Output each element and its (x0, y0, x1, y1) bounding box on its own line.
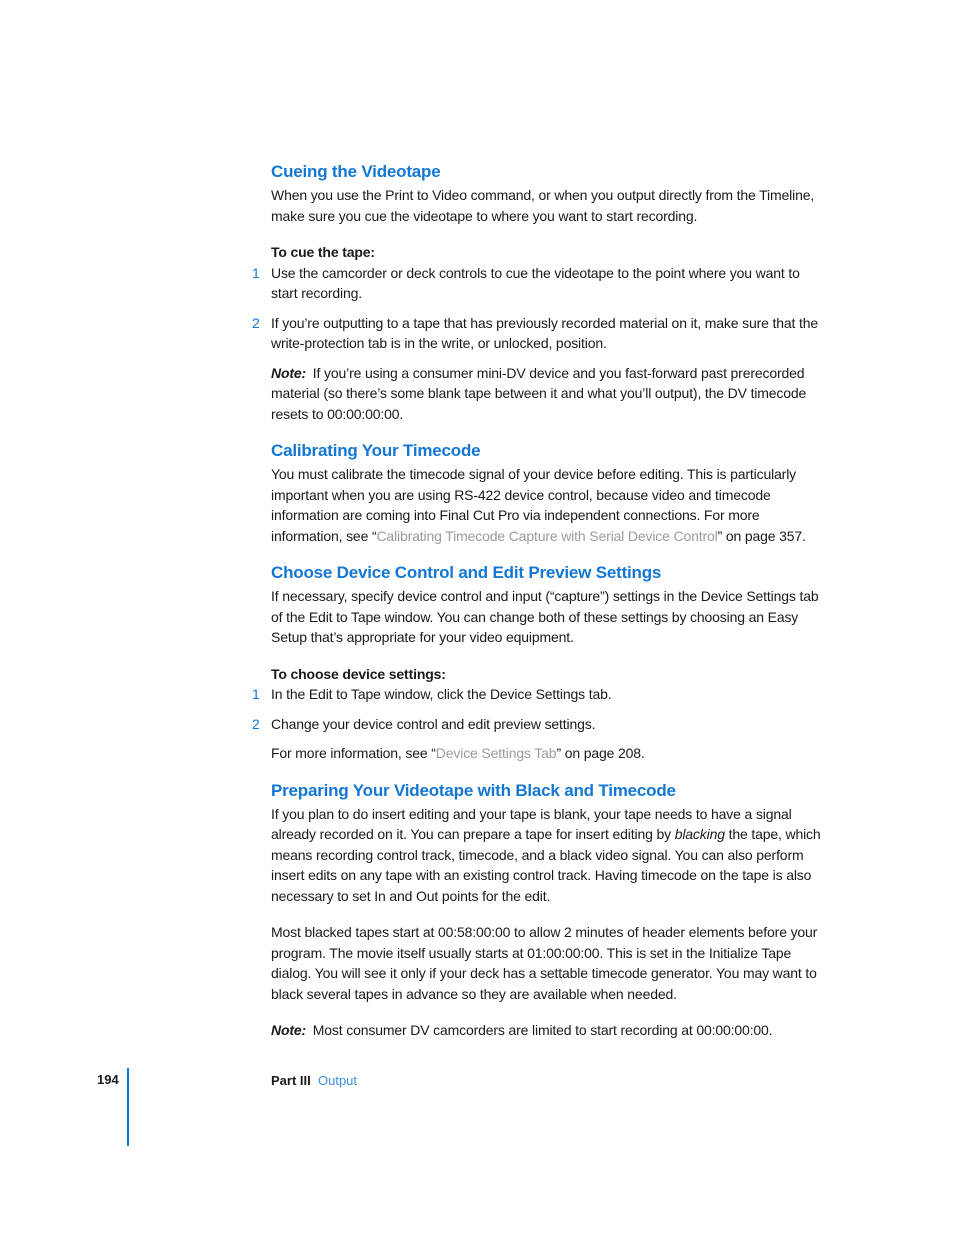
paragraph (271, 363, 828, 425)
paragraph (271, 804, 828, 907)
list-item-text (271, 315, 818, 352)
text-run: ” on page 208. (556, 745, 645, 761)
list-item (252, 684, 828, 705)
list-item-text (271, 686, 611, 702)
text-run: For more information, see “ (271, 745, 436, 761)
list-item (252, 313, 828, 354)
note-label: Note: (271, 364, 307, 381)
list-item-text (271, 265, 800, 302)
list-number: 2 (252, 314, 260, 331)
section-heading: Choose Device Control and Edit Preview Settings (271, 563, 662, 582)
note-label: Note: (271, 1022, 307, 1038)
text-run: blacking (674, 826, 725, 842)
text-run: When you use the Print to Video command, or when you output directly from the Timeline, make sure you cue the videotape to where you want to start recording. (271, 187, 815, 224)
text-run: Most blacked tapes start at 00:58:00:00 to allow 2 minutes of header elements before your program. The movie itself usually starts at 01:00:00:00. This is set in the Initialize Tape dialog. You will see it only if your deck has a settable timecode generator. You may want to black several tapes in advance so they are available when needed. (271, 924, 818, 1002)
text-run: You must calibrate the timecode signal of your device before editing. This is particularly important when you are using RS-422 device control, because video and timecode information are coming into Final Cut Pro via independent connections. For more information, see “ (271, 466, 797, 544)
crossref-link[interactable]: Calibrating Timecode Capture with Serial Device Control (376, 527, 718, 544)
footer-part-label: Part III (271, 1073, 311, 1088)
section (252, 562, 828, 764)
section-heading: Calibrating Your Timecode (271, 441, 481, 460)
page-number: 194 (97, 1072, 119, 1087)
section (252, 161, 828, 424)
paragraph (271, 743, 828, 764)
paragraph (271, 185, 828, 226)
footer-output-link[interactable]: Output (318, 1073, 358, 1088)
paragraph (271, 586, 828, 648)
text-run: Most consumer DV camcorders are limited to start recording at 00:00:00:00. (309, 1022, 773, 1038)
text-run: If you’re using a consumer mini-DV device and you fast-forward past prerecorded material (so there’s some blank tape between it and what you’ll output), the DV timecode resets to 00:00:00:00. (271, 364, 807, 422)
list-item (252, 263, 828, 304)
list-number: 2 (252, 715, 260, 732)
text-run: Change your device control and edit preview settings. (271, 715, 596, 732)
text-run: To choose device settings: (271, 665, 446, 682)
text-run: the tape, which means recording control track, timecode, and a black video signal. You can also perform insert edits on any tape with an existing control track. Having timecode on the tape is also necessary to set In and Out points for the edit. (271, 826, 821, 904)
footer-rule (127, 1068, 129, 1146)
text-run: If necessary, specify device control and input (“capture”) settings in the Device Settings tab of the Edit to Tape window. You can change both of these settings by choosing an Easy Setup that’s appropriate for your video equipment. (271, 588, 819, 645)
paragraph (271, 922, 828, 1004)
section (271, 440, 828, 546)
text-run: To cue the tape: (271, 244, 375, 260)
paragraph (271, 1020, 828, 1041)
section (271, 780, 828, 1041)
text-run: If you’re outputting to a tape that has previously recorded material on it, make sure that the write-protection tab is in the write, or unlocked, position. (271, 314, 818, 351)
section-heading: Cueing the Videotape (271, 162, 441, 181)
crossref-link[interactable]: Device Settings Tab (435, 745, 557, 761)
list-number: 1 (252, 264, 260, 281)
list-number: 1 (252, 686, 260, 702)
task-subhead (271, 664, 828, 685)
content (252, 161, 828, 1057)
paragraph (271, 464, 828, 546)
text-run: If you plan to do insert editing and your tape is blank, your tape needs to have a signal already recorded on it. You can prepare a tape for insert editing by (271, 805, 792, 842)
text-run: In the Edit to Tape window, click the Device Settings tab. (271, 686, 612, 702)
list-item (252, 714, 828, 735)
section-heading: Preparing Your Videotape with Black and Timecode (271, 780, 676, 800)
text-run: ” on page 357. (717, 527, 806, 544)
list-item-text (271, 716, 595, 732)
text-run: Use the camcorder or deck controls to cue the videotape to the point where you want to start recording. (271, 264, 800, 301)
task-subhead (271, 242, 828, 263)
